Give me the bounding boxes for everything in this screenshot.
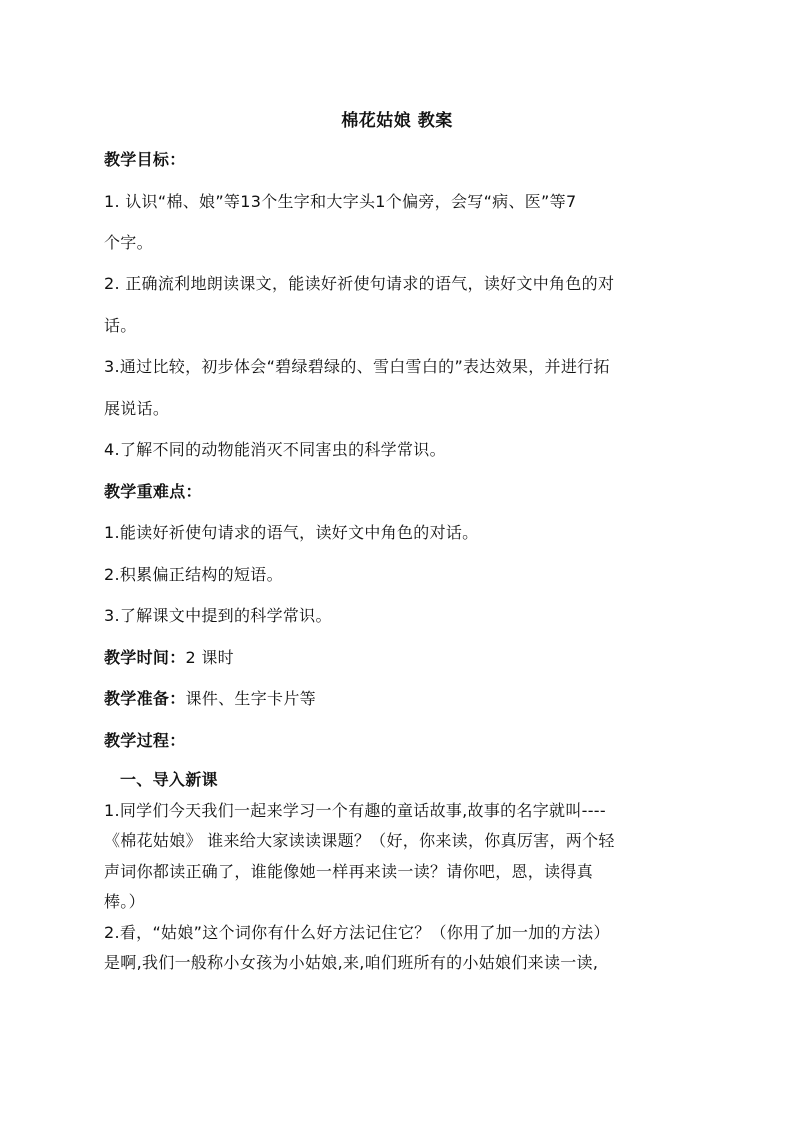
process-line: 棒。）: [104, 892, 145, 911]
goal-line: 4.了解不同的动物能消灭不同害虫的科学常识。: [104, 440, 446, 459]
goal-line: 3.通过比较，初步体会“碧绿碧绿的、雪白雪白的”表达效果，并进行拓: [104, 357, 610, 376]
goal-line: 个字。: [104, 233, 153, 252]
teaching-prep-label: 教学准备：: [104, 689, 186, 708]
difficulty-line: 1.能读好祈使句请求的语气，读好文中角色的对话。: [104, 523, 479, 542]
difficulty-line: 3.了解课文中提到的科学常识。: [104, 606, 332, 625]
process-line: 2.看，“姑娘”这个词你有什么好方法记住它？（你用了加一加的方法）: [104, 923, 610, 942]
goal-line: 展说话。: [104, 399, 170, 418]
goal-line: 1. 认识“棉、娘”等13个生字和大字头1个偏旁，会写“病、医”等7: [104, 192, 577, 211]
teaching-prep-value: 课件、生字卡片等: [185, 689, 316, 708]
teaching-time-value: 2 课时: [185, 648, 234, 667]
goal-line: 话。: [104, 316, 137, 335]
goals-heading: 教学目标：: [104, 150, 186, 169]
teaching-time: [104, 648, 704, 668]
process-line: 是啊,我们一般称小女孩为小姑娘,来,咱们班所有的小姑娘们来读一读,: [104, 953, 599, 972]
process-line: 声词你都读正确了，谁能像她一样再来读一读？请你吧，恩，读得真: [104, 862, 594, 881]
difficulty-line: 2.积累偏正结构的短语。: [104, 565, 283, 584]
difficulty-heading: 教学重难点：: [104, 482, 202, 501]
goal-line: 2. 正确流利地朗读课文，能读好祈使句请求的语气，读好文中角色的对: [104, 274, 615, 293]
document-title: 棉花姑娘 教案: [341, 111, 453, 131]
process-line: 《棉花姑娘》 谁来给大家读读课题？（好，你来读，你真厉害，两个轻: [104, 831, 615, 850]
teaching-time-label: 教学时间：: [104, 648, 186, 667]
process-line: 1.同学们今天我们一起来学习一个有趣的童话故事,故事的名字就叫----: [104, 801, 606, 820]
section-heading: 一、导入新课: [120, 770, 218, 789]
teaching-prep: [104, 689, 704, 709]
process-heading: 教学过程：: [104, 731, 186, 750]
